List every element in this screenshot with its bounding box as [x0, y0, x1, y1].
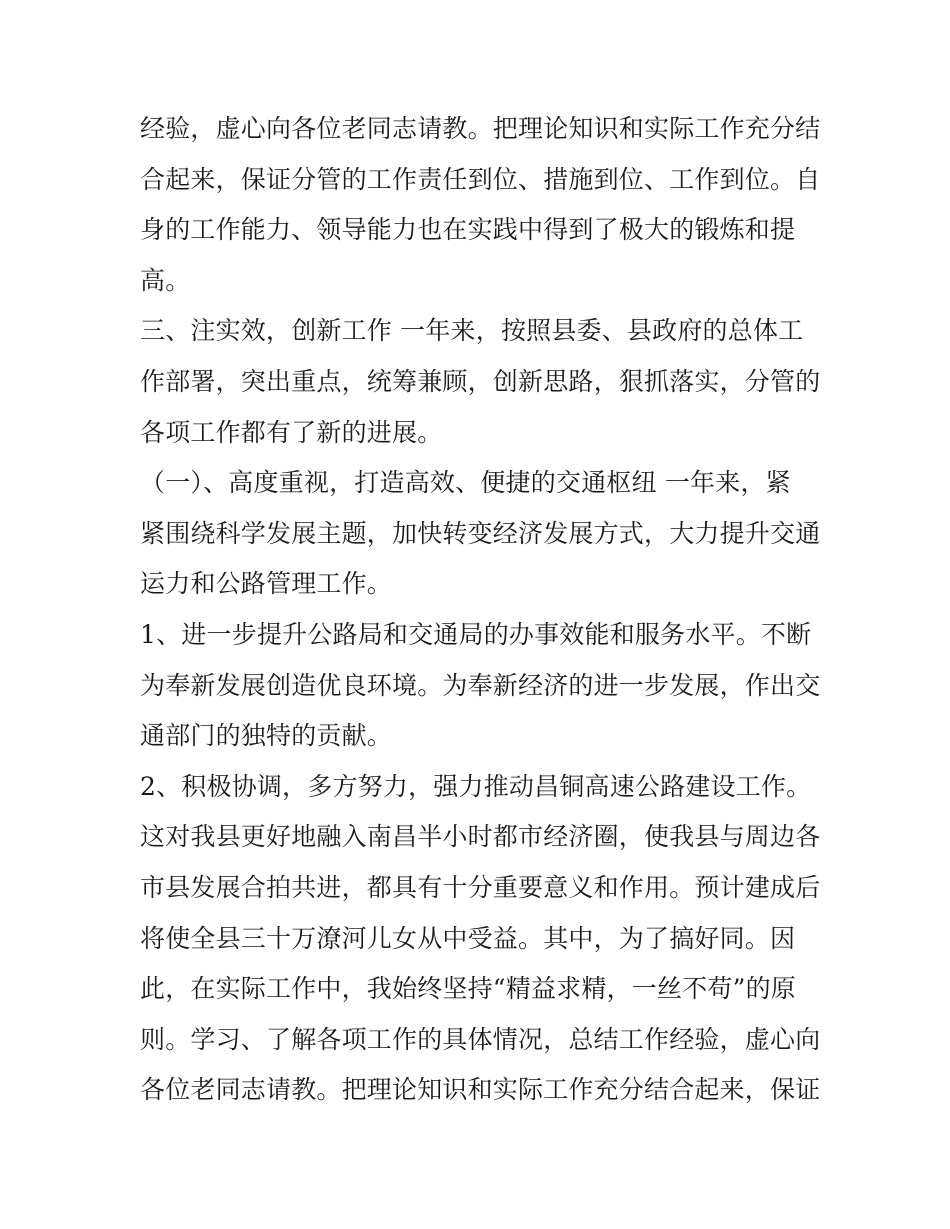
text-line: 合起来，保证分管的工作责任到位、措施到位、工作到位。自: [140, 164, 821, 194]
list-item-2: [140, 762, 820, 1116]
text-line: 身的工作能力、领导能力也在实践中得到了极大的锻炼和提: [140, 215, 796, 245]
text-line: 运力和公路管理工作。: [140, 569, 393, 599]
text-line: 各项工作都有了新的进展。: [140, 417, 443, 447]
list-item-1: [140, 610, 820, 762]
text-line: 1、进一步提升公路局和交通局的办事效能和服务水平。不断: [140, 619, 812, 649]
text-line: 为奉新发展创造优良环境。为奉新经济的进一步发展，作出交: [140, 670, 821, 700]
text-line: 此，在实际工作中，我始终坚持“精益求精，一丝不苟”的原: [140, 974, 796, 1004]
text-line: 经验，虚心向各位老同志请教。把理论知识和实际工作充分结: [140, 114, 821, 143]
section-heading-three: [140, 306, 820, 458]
text-line: 市县发展合拍共进，都具有十分重要意义和作用。预计建成后: [140, 872, 821, 902]
text-line: （一）、高度重视，打造高效、便捷的交通枢纽 一年来，紧: [140, 468, 791, 498]
text-line: 紧围绕科学发展主题，加快转变经济发展方式，大力提升交通: [140, 518, 821, 548]
text-line: 则。学习、了解各项工作的具体情况，总结工作经验，虚心向: [140, 1024, 821, 1054]
text-line: 2、积极协调，多方努力，强力推动昌铜高速公路建设工作。: [140, 771, 812, 801]
subsection-one: [140, 458, 820, 610]
text-line: 通部门的独特的贡献。: [140, 721, 393, 751]
document-body: [140, 104, 820, 1116]
text-line: 将使全县三十万潦河儿女从中受益。其中，为了搞好同。因: [140, 923, 796, 953]
text-line: 三、注实效，创新工作 一年来，按照县委、县政府的总体工: [140, 316, 804, 346]
text-line: 高。: [140, 265, 191, 295]
paragraph-experience: [140, 104, 820, 306]
text-line: 各位老同志请教。把理论知识和实际工作充分结合起来，保证: [140, 1075, 821, 1105]
text-line: 这对我县更好地融入南昌半小时都市经济圈，使我县与周边各: [140, 822, 821, 852]
text-line: 作部署，突出重点，统筹兼顾，创新思路，狠抓落实，分管的: [140, 366, 821, 396]
